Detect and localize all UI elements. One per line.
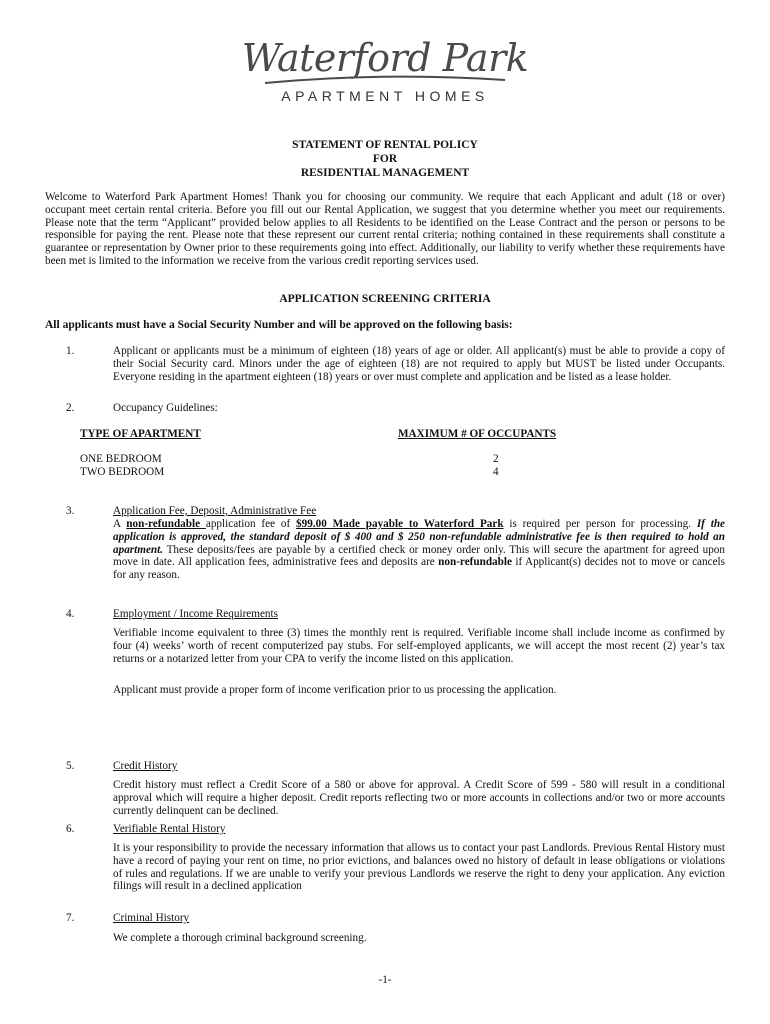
- occupancy-row-max: 2: [493, 453, 499, 465]
- intro-paragraph: Welcome to Waterford Park Apartment Homes! Thank you for choosing our community. We require that each Applicant and adult (18 or over) occupant meet certain rental criteria. Before you fill out our Rental Application, we suggest that you determine whether you meet our requirements. Please note that the term “Applicant” provided below applies to all Residents to be identified on the Lease Contract and the person or persons to be responsible for paying the rent. Please note that these represent our current rental criteria; nothing contained in these requirements shall constitute a guarantee or representation by Owner prior to these requirements going into effect. Additionally, our liability to verify whether these requirements have been met is limited to the information we receive from the various credit reporting services used.: [45, 191, 725, 267]
- item-2-text: Occupancy Guidelines:: [113, 402, 218, 414]
- basis-heading: All applicants must have a Social Security Number and will be approved on the following basis:: [45, 319, 513, 331]
- title-line-3: RESIDENTIAL MANAGEMENT: [300, 167, 470, 179]
- logo-name: Waterford Park: [241, 36, 529, 80]
- item-3-part: $99.00 Made payable to Waterford Park: [296, 518, 504, 530]
- item-3-text: [113, 518, 725, 582]
- item-3-part: if Applicant(s) decides not to move or cancels for any reason.: [113, 556, 725, 582]
- occupancy-col-type: TYPE OF APARTMENT: [80, 428, 201, 440]
- item-1-text: Applicant or applicants must be a minimum of eighteen (18) years of age or older. All applicant(s) must be able to provide a copy of their Social Security card. Minors under the age of eighteen (18) are not required to apply but MUST be listed under Occupants. Everyone residing in the apartment eighteen (18) years or over must complete and application and be listed as a lease holder.: [113, 345, 725, 383]
- item-4-text: Verifiable income equivalent to three (3) times the monthly rent is required. Verifiable income shall include income as confirmed by four (4) weeks’ worth of recent computerized pay stubs. For self-employed applicants, we will accept the most recent (2) year’s tax returns or a notarized letter from your CPA to verify the income listed on this application.: [113, 627, 725, 665]
- item-7-text: We complete a thorough criminal background screening.: [113, 932, 367, 944]
- title-line-2: FOR: [372, 153, 398, 165]
- item-3-part: non-refundable: [438, 556, 512, 569]
- occupancy-row-type: TWO BEDROOM: [80, 466, 165, 478]
- item-number: 2.: [66, 402, 75, 414]
- item-3-part: is required per person for processing.: [503, 518, 697, 530]
- item-3-part: non-refundable: [126, 518, 206, 530]
- item-4-text-2: Applicant must provide a proper form of income verification prior to us processing the application.: [113, 684, 557, 696]
- screening-heading: APPLICATION SCREENING CRITERIA: [279, 293, 491, 305]
- item-3-part: These deposits/fees are payable by a certified check or money order only. This will secure the apartment for agreed upon move in date. All application fees, administrative fees and deposits are: [113, 543, 725, 569]
- item-6-text: It is your responsibility to provide the necessary information that allows us to contact your past Landlords. Previous Rental History must have a record of paying your rent on time, no prior evictions, and balances owed no history of default in lease obligations or violations of rules and regulations. If we are unable to verify your previous Landlords we reserve the right to deny your application. Any eviction filings will result in a declined application: [113, 842, 725, 893]
- occupancy-row-type: ONE BEDROOM: [80, 453, 162, 465]
- item-6-title: Verifiable Rental History: [113, 823, 226, 835]
- item-7-title: Criminal History: [113, 912, 190, 924]
- document-title: [0, 138, 770, 180]
- page-number: -1-: [378, 974, 392, 986]
- item-3-part: application fee of: [205, 518, 297, 530]
- item-3-part: If the application is approved, the standard deposit of $ 400 and $ 250 non-refundable administrative fee is then required to hold an apartment.: [113, 518, 726, 556]
- logo-subtitle: APARTMENT HOMES: [281, 88, 489, 104]
- item-3-part: A: [113, 518, 127, 530]
- item-number: 4.: [66, 608, 75, 620]
- title-line-1: STATEMENT OF RENTAL POLICY: [292, 139, 478, 151]
- occupancy-row-max: 4: [493, 466, 499, 478]
- item-number: 7.: [66, 912, 75, 924]
- item-3-title: Application Fee, Deposit, Administrative Fee: [113, 505, 317, 517]
- item-number: 1.: [66, 345, 75, 357]
- item-5-text: Credit history must reflect a Credit Score of a 580 or above for approval. A Credit Score of 599 - 580 will result in a conditional approval which will require a higher deposit. Credit reports reflecting two or more accounts in collections and/or two or more accounts currently delinquent can be declined.: [113, 779, 725, 817]
- item-number: 3.: [66, 505, 75, 517]
- item-4-title: Employment / Income Requirements: [113, 608, 278, 620]
- company-logo: [0, 36, 770, 104]
- occupancy-col-max: MAXIMUM # OF OCCUPANTS: [398, 428, 557, 440]
- item-number: 6.: [66, 823, 75, 835]
- item-5-title: Credit History: [113, 760, 178, 772]
- item-number: 5.: [66, 760, 75, 772]
